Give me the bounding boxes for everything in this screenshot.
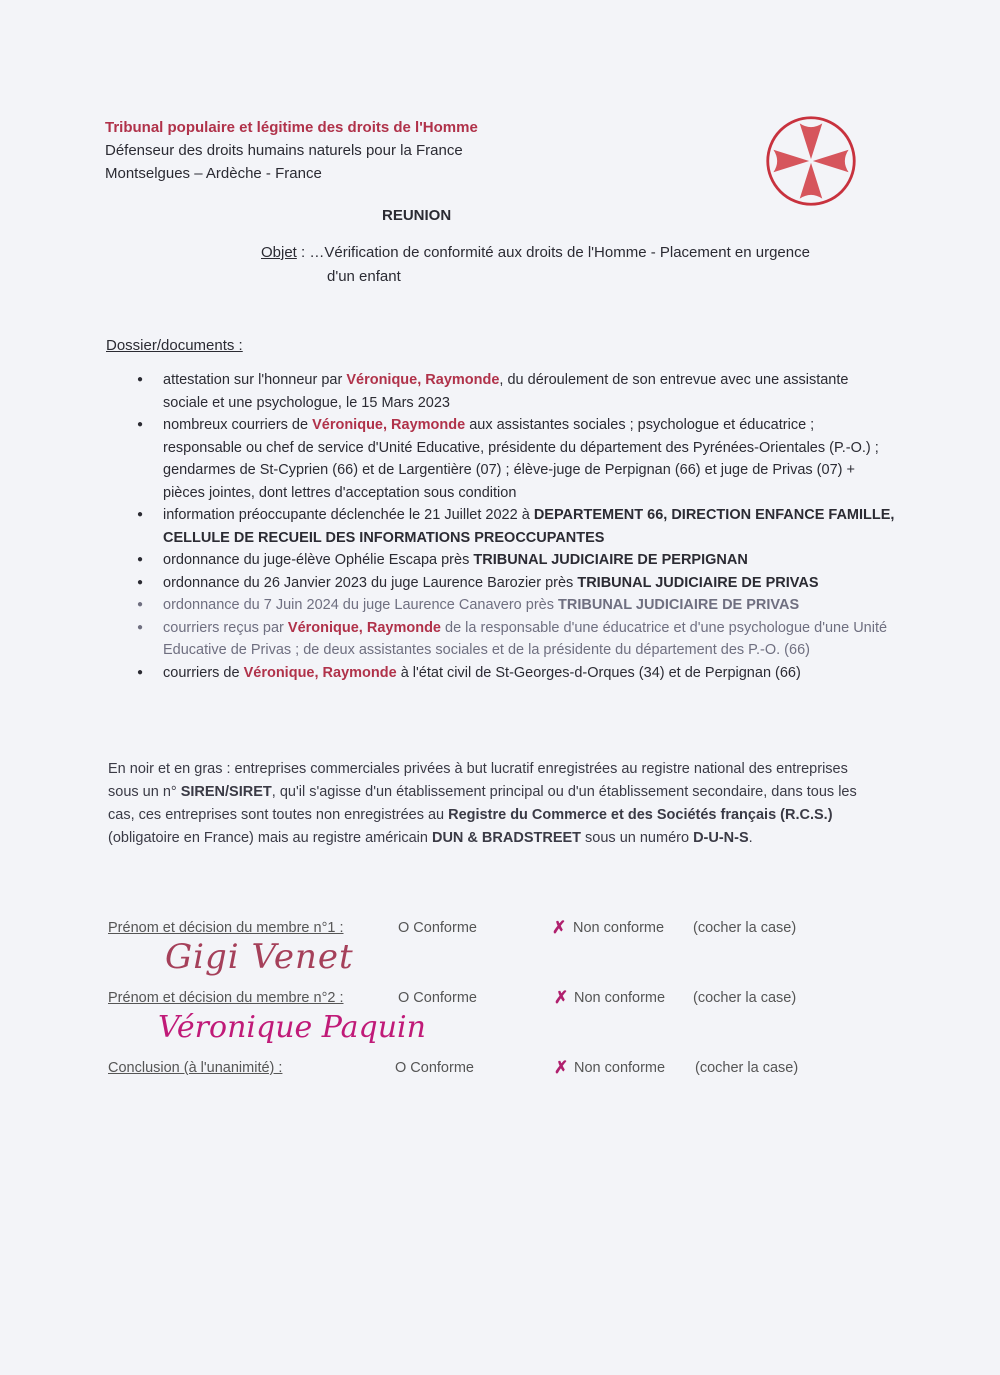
instruction-text: (cocher la case) (693, 920, 797, 936)
list-item: ● ordonnance du juge-élève Ophélie Escapa près TRIBUNAL JUDICIAIRE DE PERPIGNAN (137, 549, 897, 572)
object-text-continued: d'un enfant (327, 268, 401, 285)
checked-mark-icon: ✗ (552, 918, 567, 937)
signature-member-2: Véronique Paquin (158, 1010, 426, 1045)
header-block (105, 116, 478, 185)
decision-label: Prénom et décision du membre n°1 : (108, 920, 344, 936)
instruction-text: (cocher la case) (693, 990, 797, 1006)
list-item: ● ordonnance du 26 Janvier 2023 du juge Laurence Barozier près TRIBUNAL JUDICIAIRE DE PRIVAS (137, 572, 897, 595)
list-item: ● ordonnance du 7 Juin 2024 du juge Laurence Canavero près TRIBUNAL JUDICIAIRE DE PRIVAS (137, 594, 897, 617)
object-line (261, 241, 861, 289)
checked-mark-icon: ✗ (554, 988, 569, 1007)
checked-mark-icon: ✗ (554, 1058, 569, 1077)
object-label: Objet (261, 244, 297, 261)
cross-seal-icon (764, 114, 858, 208)
object-text: : …Vérification de conformité aux droits de l'Homme - Placement en urgence (296, 244, 810, 261)
documents-heading: Dossier/documents : (106, 337, 243, 354)
list-item: ● courriers reçus par Véronique, Raymonde de la responsable d'une éducatrice et d'une psychologue d'une Unité Educative de Privas ; de deux assistantes sociales et de la présidente du département des P.-O. (66) (137, 617, 897, 662)
conforme-option[interactable]: O Conforme (395, 1060, 474, 1076)
conforme-option[interactable]: O Conforme (398, 990, 477, 1006)
non-conforme-option[interactable]: Non conforme (573, 920, 665, 936)
list-item: ● attestation sur l'honneur par Véronique, Raymonde, du déroulement de son entrevue avec une assistante sociale et une psychologue, le 15 Mars 2023 (137, 369, 897, 414)
list-item: ● nombreux courriers de Véronique, Raymonde aux assistantes sociales ; psychologue et éducatrice ; responsable ou chef de service d'Unité Educative, présidente du département des Pyrénées-Orientales (P.-O.) ; gendarmes de St-Cyprien (66) et de Largentière (07) ; élève-juge de Perpignan (66) et juge de Privas (07) + pièces jointes, dont lettres d'acceptation sous condition (137, 414, 897, 504)
list-item: ● courriers de Véronique, Raymonde à l'état civil de St-Georges-d-Orques (34) et de Perpignan (66) (137, 662, 897, 685)
documents-list (137, 369, 897, 684)
page-title: REUNION (382, 207, 452, 224)
signature-member-1: Gigi Venet (165, 937, 354, 977)
instruction-text: (cocher la case) (695, 1060, 799, 1076)
decision-label: Conclusion (à l'unanimité) : (108, 1060, 283, 1076)
list-item: ● information préoccupante déclenchée le 21 Juillet 2022 à DEPARTEMENT 66, DIRECTION ENFANCE FAMILLE, CELLULE DE RECUEIL DES INFORMATIONS PREOCCUPANTES (137, 504, 897, 549)
organization-name: Tribunal populaire et légitime des droits de l'Homme (105, 119, 478, 136)
header-location: Montselgues – Ardèche - France (105, 165, 322, 182)
decision-label: Prénom et décision du membre n°2 : (108, 990, 344, 1006)
legend-note: En noir et en gras : entreprises commerciales privées à but lucratif enregistrées au registre national des entreprises sous un n° SIREN/SIRET, qu'il s'agisse d'un établissement principal ou d'un établissement secondaire, dans tous les cas, ces entreprises sont toutes non enregistrées au Registre du Commerce et des Sociétés français (R.C.S.) (obligatoire en France) mais au registre américain DUN & BRADSTREET sous un numéro D-U-N-S. (108, 761, 857, 846)
non-conforme-option[interactable]: Non conforme (574, 1060, 666, 1076)
header-subtitle: Défenseur des droits humains naturels pour la France (105, 142, 463, 159)
non-conforme-option[interactable]: Non conforme (574, 990, 666, 1006)
conforme-option[interactable]: O Conforme (398, 920, 477, 936)
